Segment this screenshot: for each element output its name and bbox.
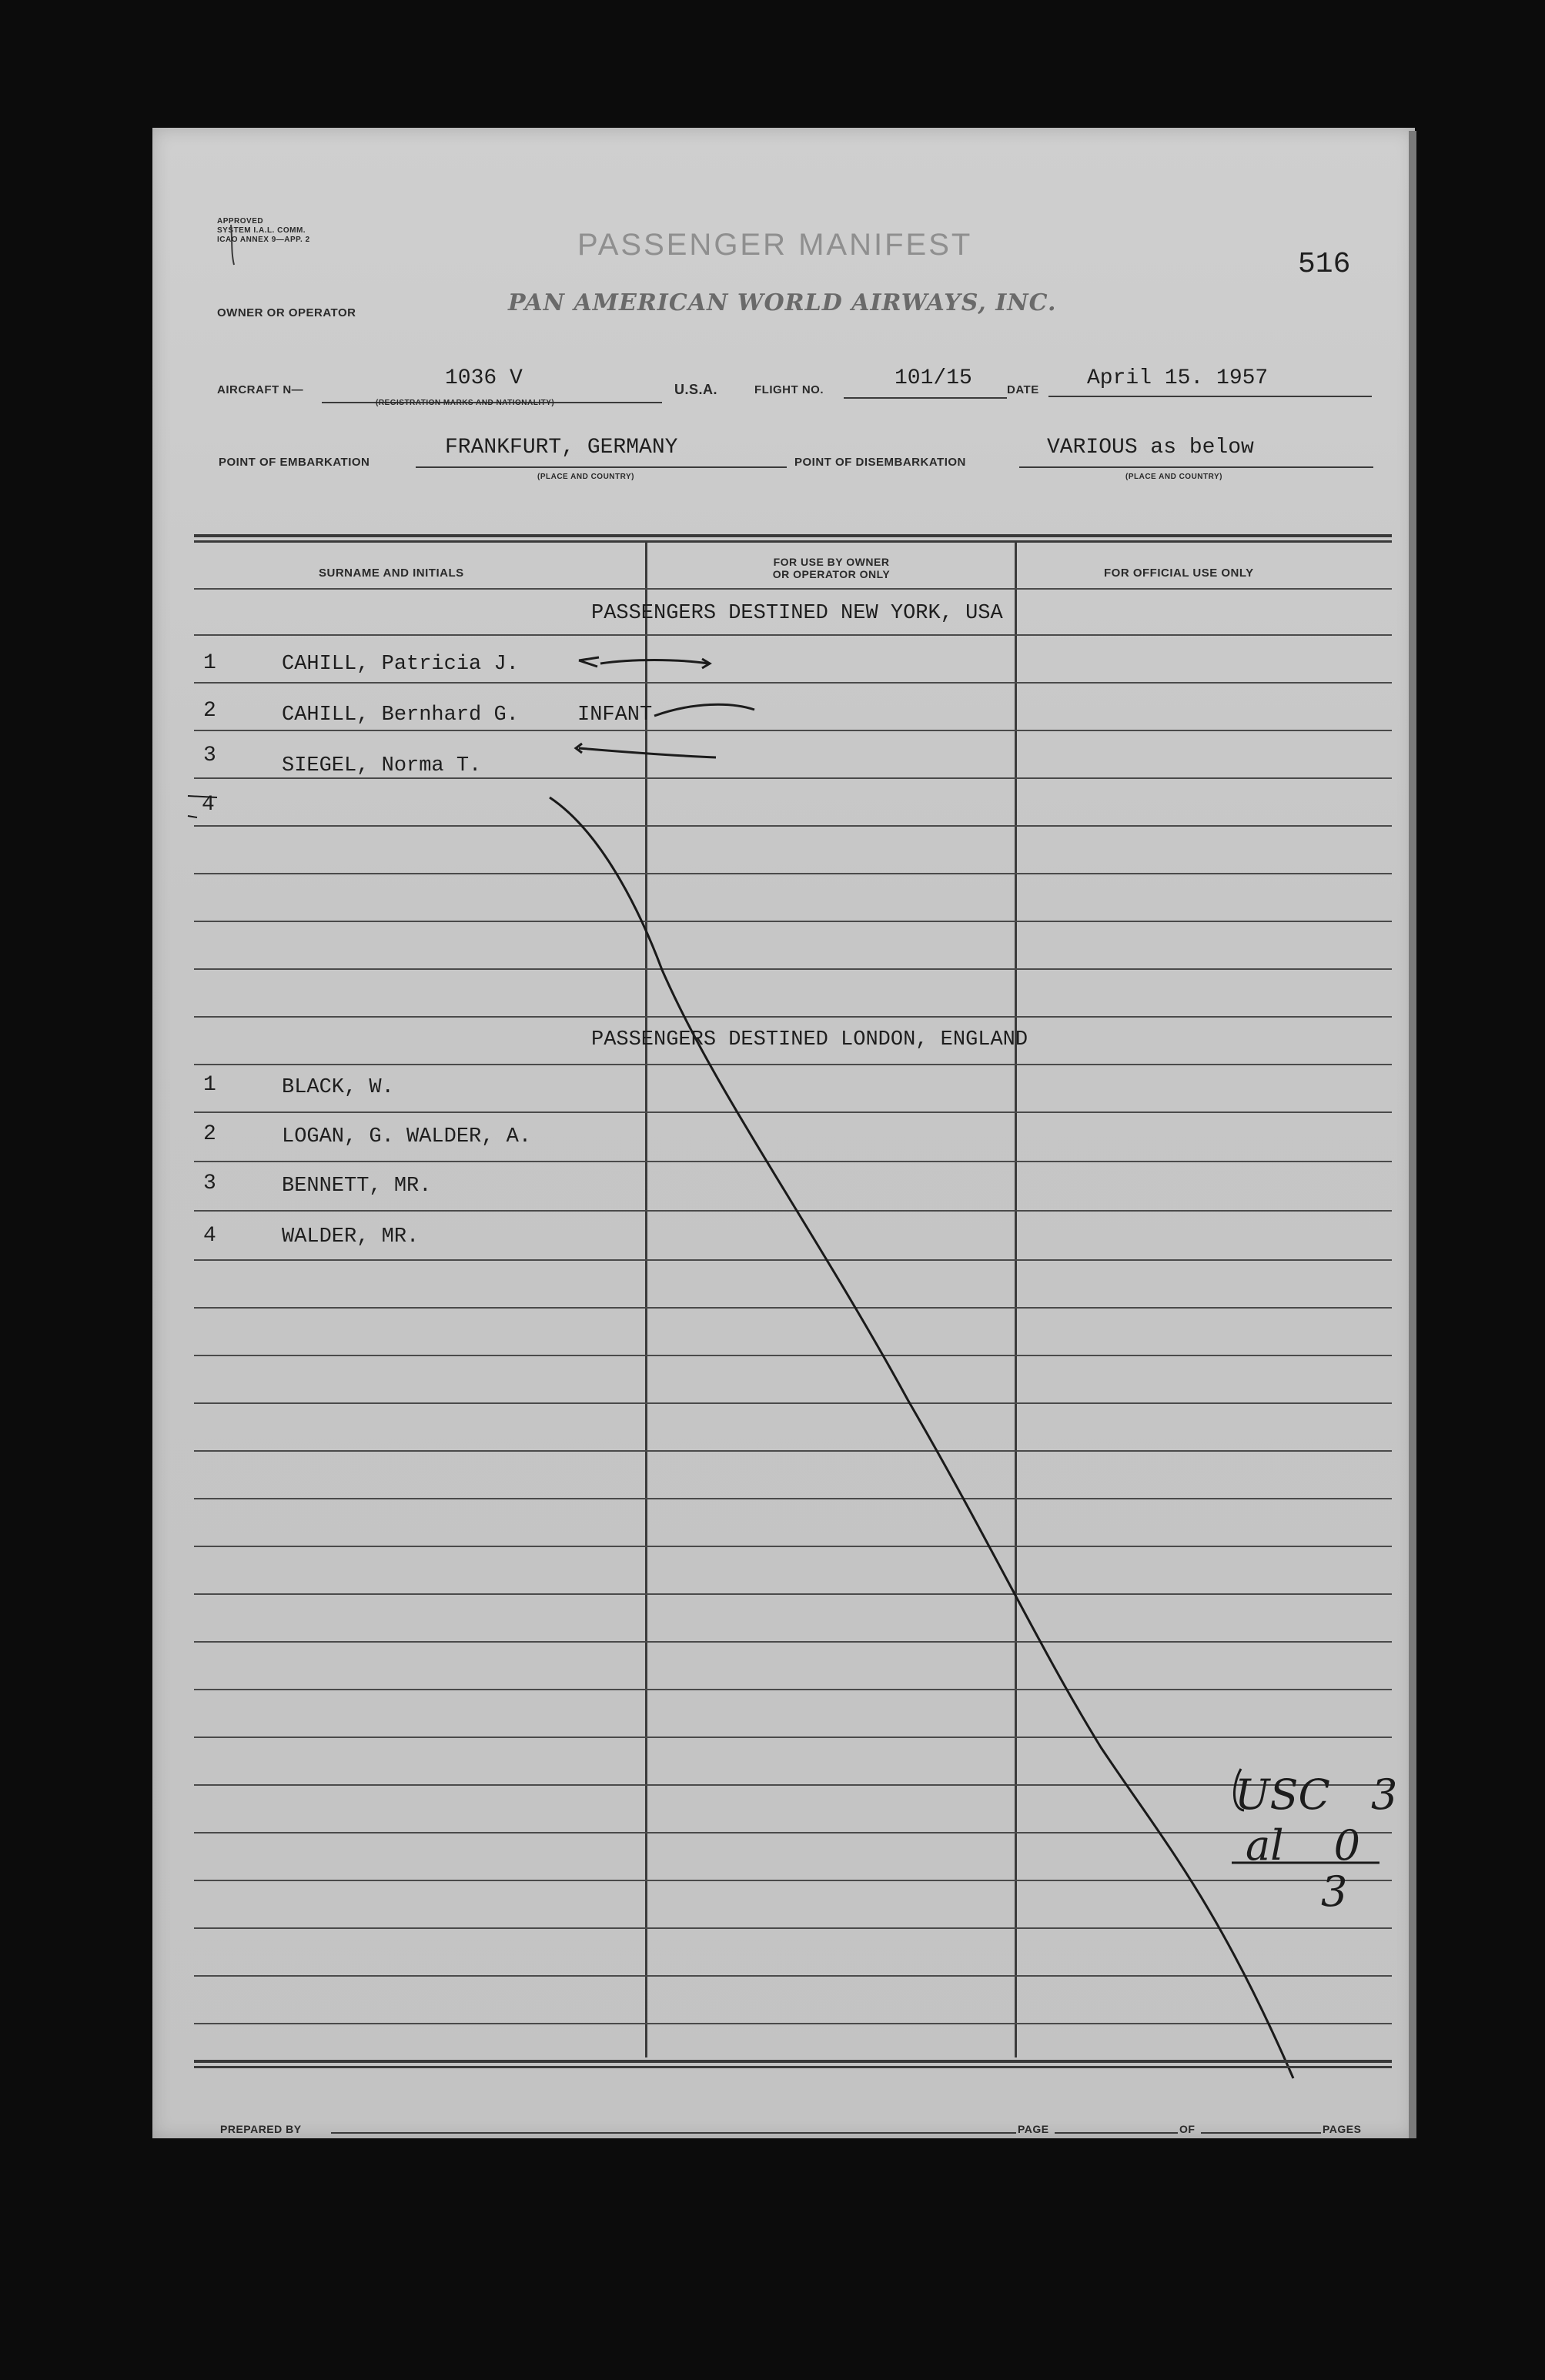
disembarkation-sublabel: (PLACE AND COUNTRY) <box>1125 473 1222 481</box>
tally-line-2 <box>1246 1821 1360 1870</box>
passenger-name: BLACK, W. <box>282 1076 394 1099</box>
passenger-name: LOGAN, G. WALDER, A. <box>282 1125 532 1148</box>
passenger-number: 4 <box>202 793 215 817</box>
of-underline <box>1201 2132 1321 2134</box>
aircraft-label: AIRCRAFT N— <box>217 383 304 396</box>
passenger-number: 2 <box>203 1122 216 1146</box>
passenger-number: 4 <box>203 1224 216 1248</box>
aircraft-sublabel: (REGISTRATION MARKS AND NATIONALITY) <box>376 399 555 407</box>
passenger-name: CAHILL, Bernhard G. <box>282 704 519 727</box>
pages-label: PAGES <box>1323 2123 1362 2135</box>
flight-value: 101/15 <box>895 366 972 390</box>
page-label: PAGE <box>1018 2123 1049 2135</box>
passenger-name: BENNETT, MR. <box>282 1175 432 1198</box>
section-heading-new-york: PASSENGERS DESTINED NEW YORK, USA <box>591 602 1003 625</box>
passenger-number: 1 <box>203 651 216 675</box>
page-number: 516 <box>1298 248 1351 281</box>
disembarkation-value: VARIOUS as below <box>1047 436 1254 460</box>
column-header-official: FOR OFFICIAL USE ONLY <box>1104 567 1254 580</box>
pen-stroke-mark <box>231 225 234 265</box>
section-heading-london: PASSENGERS DESTINED LONDON, ENGLAND <box>591 1028 1028 1051</box>
passenger-number: 3 <box>203 1172 216 1195</box>
prepared-by-label: PREPARED BY <box>220 2123 302 2135</box>
column-header-surname: SURNAME AND INITIALS <box>319 567 464 580</box>
column-header-operator-line-2: OR OPERATOR ONLY <box>772 568 891 580</box>
approval-line-1: APPROVED <box>217 217 264 226</box>
date-value: April 15. 1957 <box>1087 366 1269 390</box>
embarkation-sublabel: (PLACE AND COUNTRY) <box>537 473 634 481</box>
flight-label: FLIGHT NO. <box>754 383 824 396</box>
tally-label-2: al <box>1246 1821 1284 1870</box>
pen-stroke-mark <box>654 704 754 716</box>
approval-line-2: SYSTEM I.A.L. COMM. <box>217 226 306 235</box>
pen-arrow-mark <box>579 657 710 668</box>
tally-value-1: 3 <box>1371 1770 1398 1819</box>
disembarkation-label: POINT OF DISEMBARKATION <box>794 456 966 469</box>
owner-value: PAN AMERICAN WORLD AIRWAYS, INC. <box>508 289 1057 316</box>
passenger-number: 1 <box>203 1073 216 1097</box>
passenger-name: SIEGEL, Norma T. <box>282 754 482 777</box>
owner-label: OWNER OR OPERATOR <box>217 306 356 319</box>
tally-label-1: USC <box>1235 1770 1330 1819</box>
embarkation-label: POINT OF EMBARKATION <box>219 456 370 469</box>
embarkation-value: FRANKFURT, GERMANY <box>445 436 678 460</box>
tally-value-2: 0 <box>1333 1821 1360 1870</box>
page-underline <box>1055 2132 1178 2134</box>
column-header-operator-line-1: FOR USE BY OWNER <box>773 556 890 568</box>
footer-rule-top <box>194 2060 1392 2063</box>
passenger-name: CAHILL, Patricia J. <box>282 653 519 676</box>
footer-rule-bottom <box>194 2066 1392 2068</box>
aircraft-value: 1036 V <box>445 366 523 390</box>
nationality: U.S.A. <box>674 382 718 397</box>
pen-stroke-mark <box>188 796 217 817</box>
tally-total: 3 <box>1321 1867 1348 1916</box>
pen-diagonal-strike <box>550 797 1293 2078</box>
prepared-by-underline <box>331 2132 1016 2134</box>
date-label: DATE <box>1007 383 1039 396</box>
page-title: PASSENGER MANIFEST <box>577 228 973 262</box>
passenger-note: INFANT <box>577 704 653 727</box>
passenger-number: 2 <box>203 699 216 723</box>
pen-stroke-mark <box>576 744 716 757</box>
approval-line-3: ICAO ANNEX 9—APP. 2 <box>217 236 310 244</box>
passenger-name: WALDER, MR. <box>282 1225 420 1248</box>
tally-line-1 <box>1235 1770 1397 1819</box>
passenger-number: 3 <box>203 744 216 767</box>
of-label: OF <box>1179 2123 1196 2135</box>
